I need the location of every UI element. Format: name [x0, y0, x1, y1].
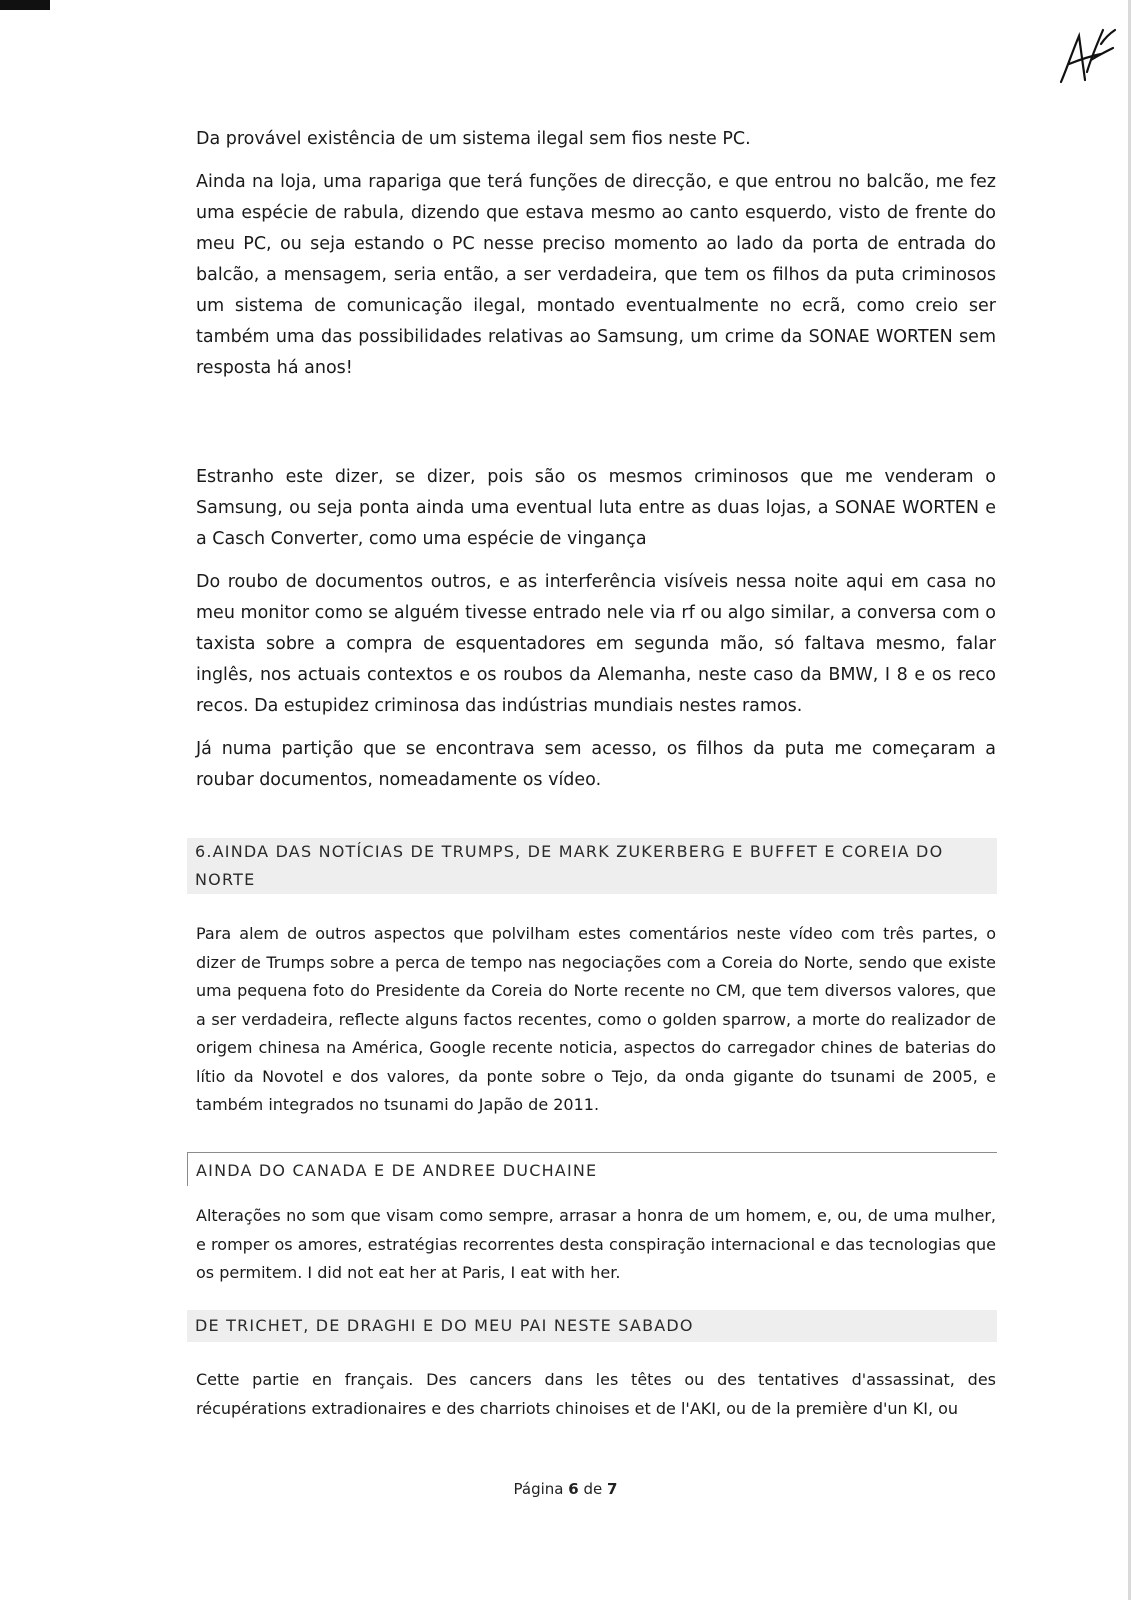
section-trichet-heading: DE TRICHET, DE DRAGHI E DO MEU PAI NESTE SABADO — [187, 1310, 997, 1342]
footer-page-number: 6 — [568, 1480, 579, 1498]
paragraph: Alterações no som que visam como sempre, arrasar a honra de um homem, e, ou, de uma mulher, e romper os amores, estratégias recorrentes desta conspiração internacional e das tecnologias que os permitem. I did not eat her at Paris, I eat with her. — [196, 1206, 996, 1282]
paragraph: Ainda na loja, uma rapariga que terá funções de direcção, e que entrou no balcão, me fez uma espécie de rabula, dizendo que estava mesmo ao canto esquerdo, visto de frente do meu PC, ou seja estando o PC nesse preciso momento ao lado da porta de entrada do balcão, a mensagem, seria então, a ser verdadeira, que tem os filhos da puta criminosos um sistema de comunicação ilegal, montado eventualmente no ecrã, como creio ser também uma das possibilidades relativas ao Samsung, um crime da SONAE WORTEN sem resposta há anos! — [196, 172, 996, 378]
section-trichet-body — [196, 1366, 996, 1423]
section-canada-heading: AINDA DO CANADA E DE ANDREE DUCHAINE — [187, 1152, 997, 1186]
paragraph: Para alem de outros aspectos que polvilham estes comentários neste vídeo com três partes, o dizer de Trumps sobre a perca de tempo nas negociações com a Coreia do Norte, sendo que existe uma pequena foto do Presidente da Coreia do Norte recente no CM, que tem diversos valores, que a ser verdadeira, reflecte alguns factos recentes, como o golden sparrow, a morte do realizador de origem chinesa na América, Google recente noticia, aspectos do carregador chines de baterias do lítio da Novotel e dos valores, da ponte sobre o Tejo, da onda gigante do tsunami de 2005, e também integrados no tsunami do Japão de 2011. — [196, 924, 996, 1114]
paragraph: Cette partie en français. Des cancers dans les têtes ou des tentatives d'assassinat, des récupérations extradionaires e des charriots chinoises et de l'AKI, ou de la première d'un KI, ou — [196, 1370, 996, 1418]
paragraph: Da provável existência de um sistema ilegal sem fios neste PC. — [196, 129, 751, 149]
page-footer — [0, 1480, 1131, 1498]
footer-of: de — [583, 1480, 603, 1498]
paragraph: Do roubo de documentos outros, e as interferência visíveis nessa noite aqui em casa no meu monitor como se alguém tivesse entrado nele via rf ou algo similar, a conversa com o taxista sobre a compra de esquentadores em segunda mão, só faltava mesmo, falar inglês, nos actuais contextos e os roubos da Alemanha, neste caso da BMW, I 8 e os reco recos. Da estupidez criminosa das indústrias mundiais nestes ramos. — [196, 572, 996, 716]
paragraph: Estranho este dizer, se dizer, pois são os mesmos criminosos que me venderam o Samsung, ou seja ponta ainda uma eventual luta entre as duas lojas, a SONAE WORTEN e a Casch Converter, como uma espécie de vingança — [196, 467, 996, 549]
section-6-heading: 6.AINDA DAS NOTÍCIAS DE TRUMPS, DE MARK ZUKERBERG E BUFFET E COREIA DO NORTE — [187, 838, 997, 894]
middle-paragraphs — [196, 462, 996, 808]
section-canada-body — [196, 1202, 996, 1288]
scan-corner-mark — [0, 0, 50, 10]
intro-paragraphs — [196, 124, 996, 396]
paragraph: Já numa partição que se encontrava sem acesso, os filhos da puta me começaram a roubar documentos, nomeadamente os vídeo. — [196, 739, 996, 790]
handwritten-initials-icon — [1057, 20, 1117, 90]
section-6-body — [196, 920, 996, 1120]
footer-page-total: 7 — [607, 1480, 618, 1498]
footer-label: Página — [513, 1480, 564, 1498]
